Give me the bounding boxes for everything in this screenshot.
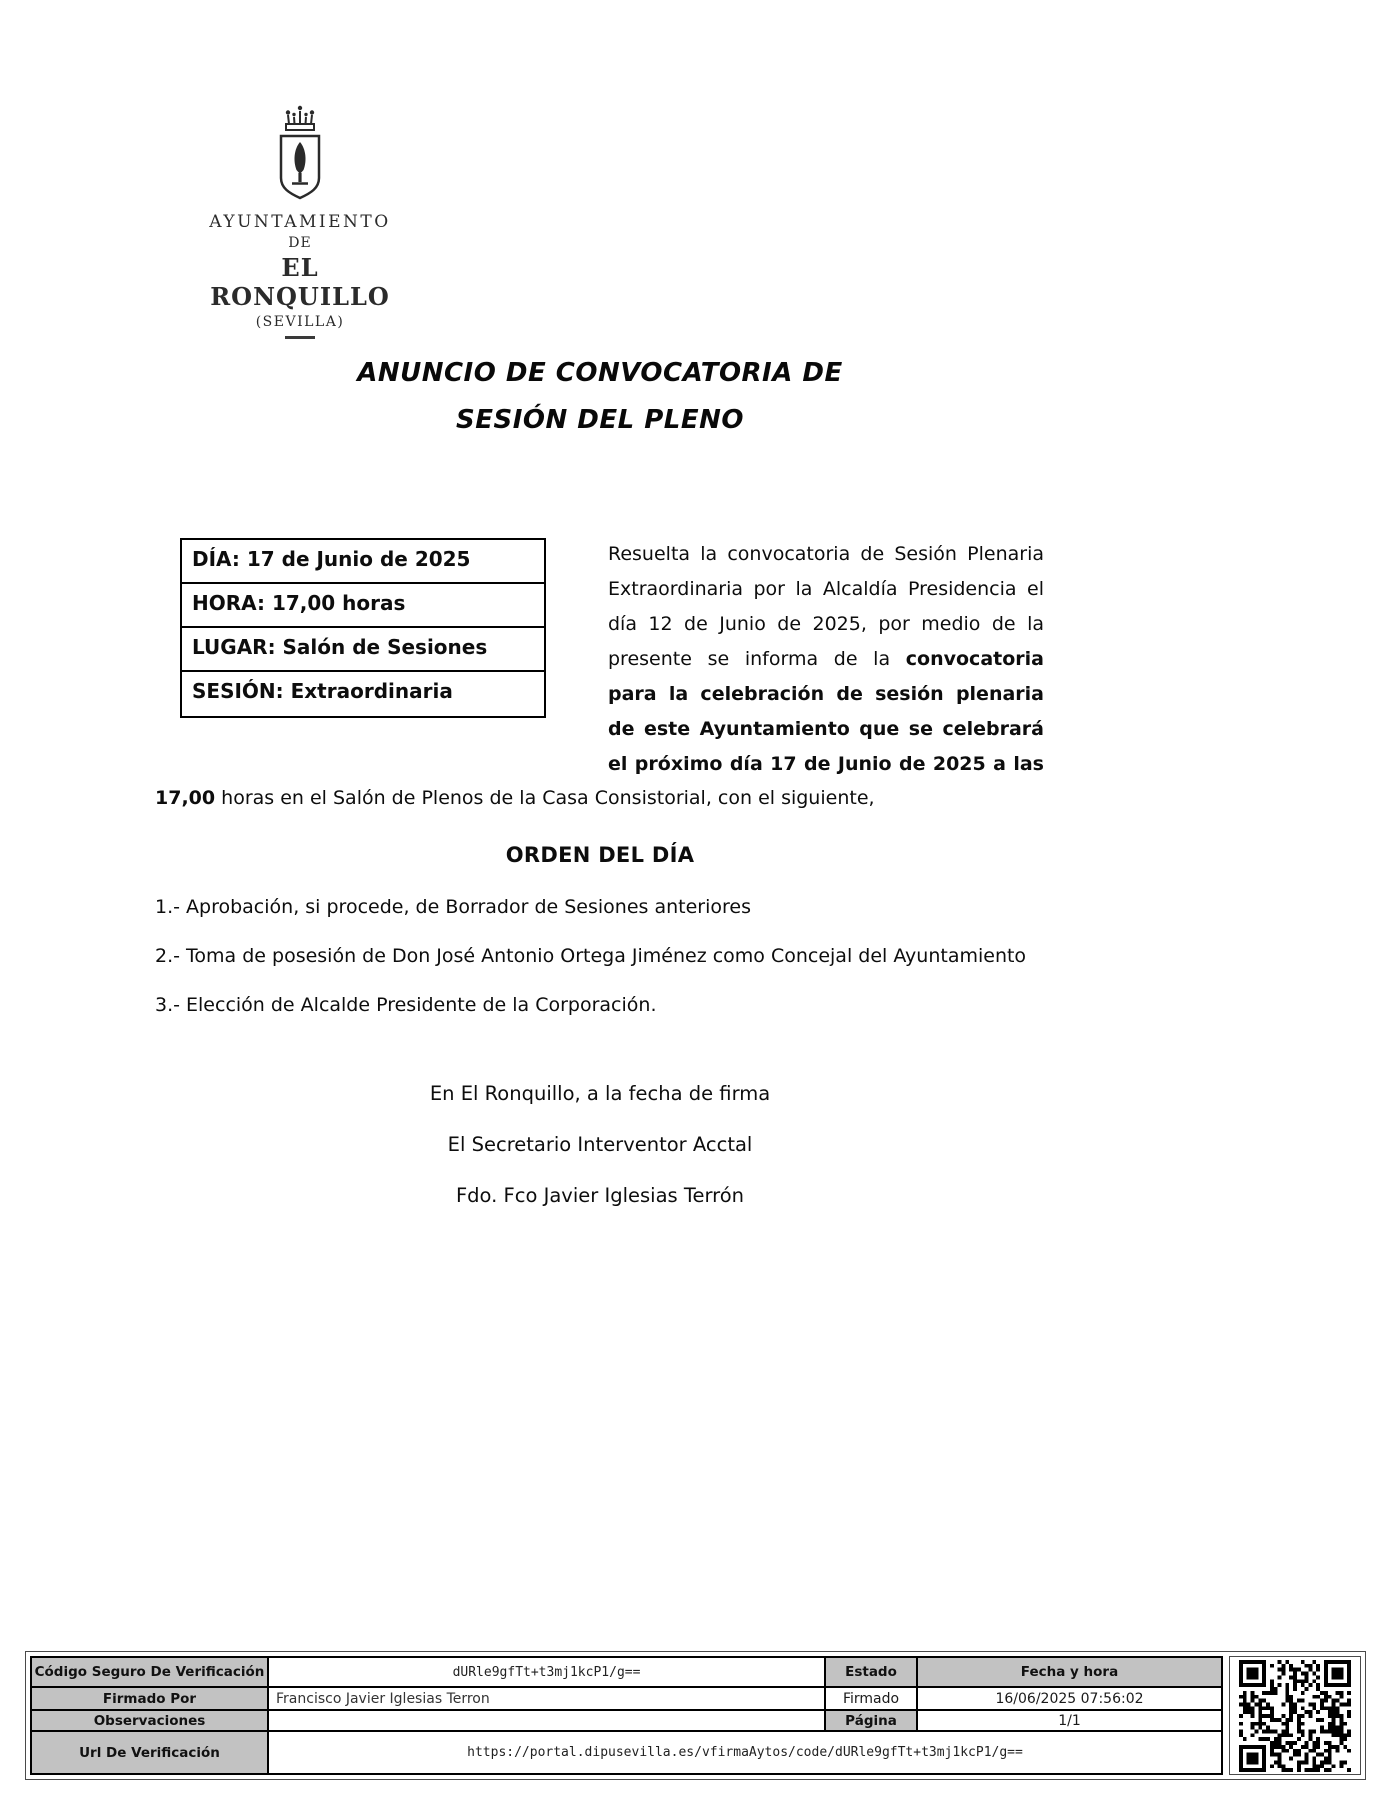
intro-bold-text: convocatoria para la celebración de sesión plenaria de este Ayuntamiento que se celebrará el próximo día 17 de Junio de 2025 a las	[608, 648, 1044, 775]
pagina-value: 1/1	[918, 1711, 1221, 1732]
pagina-label: Página	[826, 1711, 918, 1732]
orden-item-2: 2.- Toma de posesión de Don José Antonio Ortega Jiménez como Concejal del Ayuntamiento	[155, 945, 1027, 967]
document-title-line-1: ANUNCIO DE CONVOCATORIA DE	[357, 358, 843, 388]
verification-footer	[25, 1651, 1366, 1780]
orden-item-1: 1.- Aprobación, si procede, de Borrador de Sesiones anteriores	[155, 896, 751, 918]
session-row-sesion: SESIÓN: Extraordinaria	[192, 679, 453, 703]
closing-signature-line: Fdo. Fco Javier Iglesias Terrón	[455, 1184, 745, 1207]
session-info-table	[180, 538, 546, 718]
intro-paragraph	[608, 537, 1044, 782]
observaciones-label: Observaciones	[32, 1711, 269, 1732]
fecha-y-hora-value: 16/06/2025 07:56:02	[918, 1688, 1221, 1711]
document-title-line-2: SESIÓN DEL PLENO	[455, 405, 744, 435]
logo-text-de: DE	[288, 235, 312, 251]
intro-continuation	[155, 781, 1075, 816]
estado-label: Estado	[826, 1658, 918, 1688]
firmado-por-value: Francisco Javier Iglesias Terron	[269, 1688, 826, 1711]
closing-role-line: El Secretario Interventor Acctal	[447, 1133, 753, 1156]
document-title	[155, 350, 1045, 444]
intro-cont-normal-text: horas en el Salón de Plenos de la Casa Consistorial, con el siguiente,	[215, 787, 875, 809]
municipality-logo	[205, 102, 395, 339]
observaciones-value	[269, 1711, 826, 1732]
orden-item-3: 3.- Elección de Alcalde Presidente de la Corporación.	[155, 994, 657, 1016]
logo-text-ayuntamiento: AYUNTAMIENTO	[209, 212, 391, 232]
url-verificacion-value: https://portal.dipusevilla.es/vfirmaAytos/code/dURle9gfTt+t3mj1kcP1/g==	[467, 1745, 1023, 1760]
firmado-por-label: Firmado Por	[32, 1688, 269, 1711]
verification-table	[30, 1656, 1223, 1775]
intro-cont-bold-text: 17,00	[155, 787, 216, 809]
session-row-dia: DÍA: 17 de Junio de 2025	[182, 540, 544, 584]
csv-label: Código Seguro De Verificación	[32, 1658, 269, 1688]
logo-text-sevilla: (SEVILLA)	[255, 314, 345, 330]
intro-normal-text: Resuelta la convocatoria de Sesión Plenaria Extraordinaria por la Alcaldía Presidencia el día 12 de Junio de 2025, por medio de la presente se informa de la	[608, 543, 1044, 670]
qr-code	[1229, 1656, 1361, 1775]
logo-text-el-ronquillo: EL RONQUILLO	[210, 253, 390, 311]
url-verificacion-label: Url De Verificación	[32, 1732, 269, 1773]
estado-value: Firmado	[826, 1688, 918, 1711]
session-row-lugar: LUGAR: Salón de Sesiones	[182, 628, 544, 672]
csv-value: dURle9gfTt+t3mj1kcP1/g==	[269, 1658, 826, 1688]
closing-place-line: En El Ronquillo, a la fecha de firma	[429, 1082, 771, 1105]
logo-divider	[285, 336, 315, 339]
fecha-y-hora-label: Fecha y hora	[918, 1658, 1221, 1688]
municipal-crest-icon	[205, 102, 395, 206]
session-row-hora: HORA: 17,00 horas	[182, 584, 544, 628]
orden-del-dia-heading: ORDEN DEL DÍA	[505, 843, 695, 867]
